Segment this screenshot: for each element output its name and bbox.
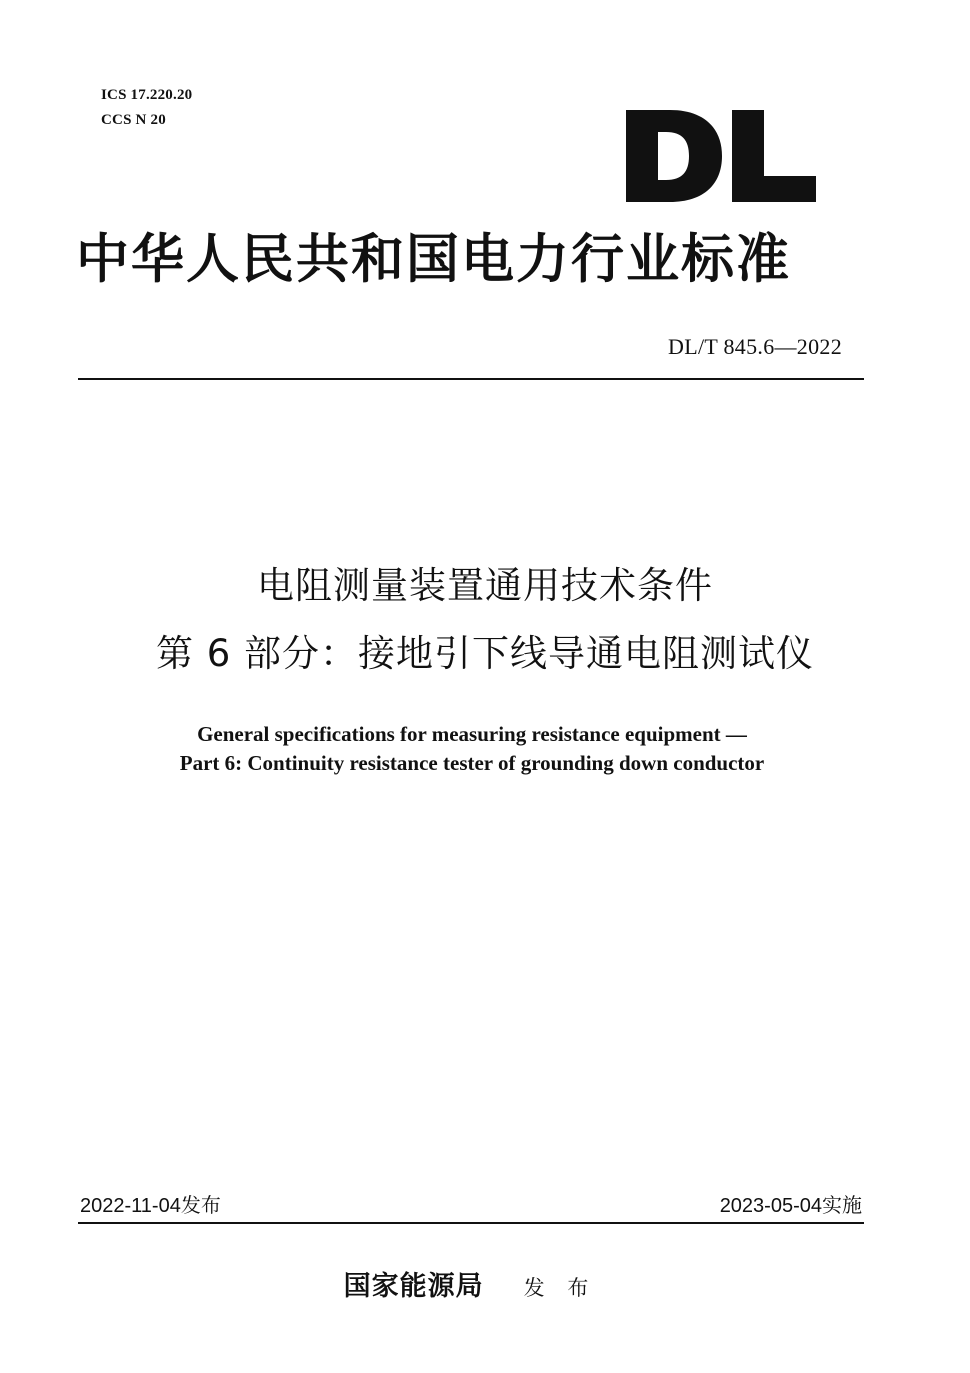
ccs-code: CCS N 20 [101,112,166,128]
ics-code: ICS 17.220.20 [101,87,193,103]
issuer-title: 中华人民共和国电力行业标准 [76,229,791,290]
dl-logo-letter-l [732,110,816,202]
issue-date: 2022-11-04发布 [80,1195,221,1217]
standard-number: DL/T 845.6—2022 [668,334,842,359]
publisher-name: 国家能源局 [343,1271,484,1302]
title-zh-line-2: 第 6 部分：接地引下线导通电阻测试仪 [155,632,815,675]
dl-logo [626,110,816,202]
title-zh-line-1: 电阻测量装置通用技术条件 [257,564,713,607]
publisher-line [0,1264,940,1303]
header-rule [78,378,864,380]
dl-logo-letter-d [626,110,722,202]
title-en-line-1: General specifications for measuring resistance equipment — [197,722,747,746]
implementation-date: 2023-05-04实施 [719,1195,862,1217]
footer-rule [78,1222,864,1224]
title-en-line-2: Part 6: Continuity resistance tester of grounding down conductor [179,751,765,775]
publish-word: 发 布 [523,1276,597,1300]
